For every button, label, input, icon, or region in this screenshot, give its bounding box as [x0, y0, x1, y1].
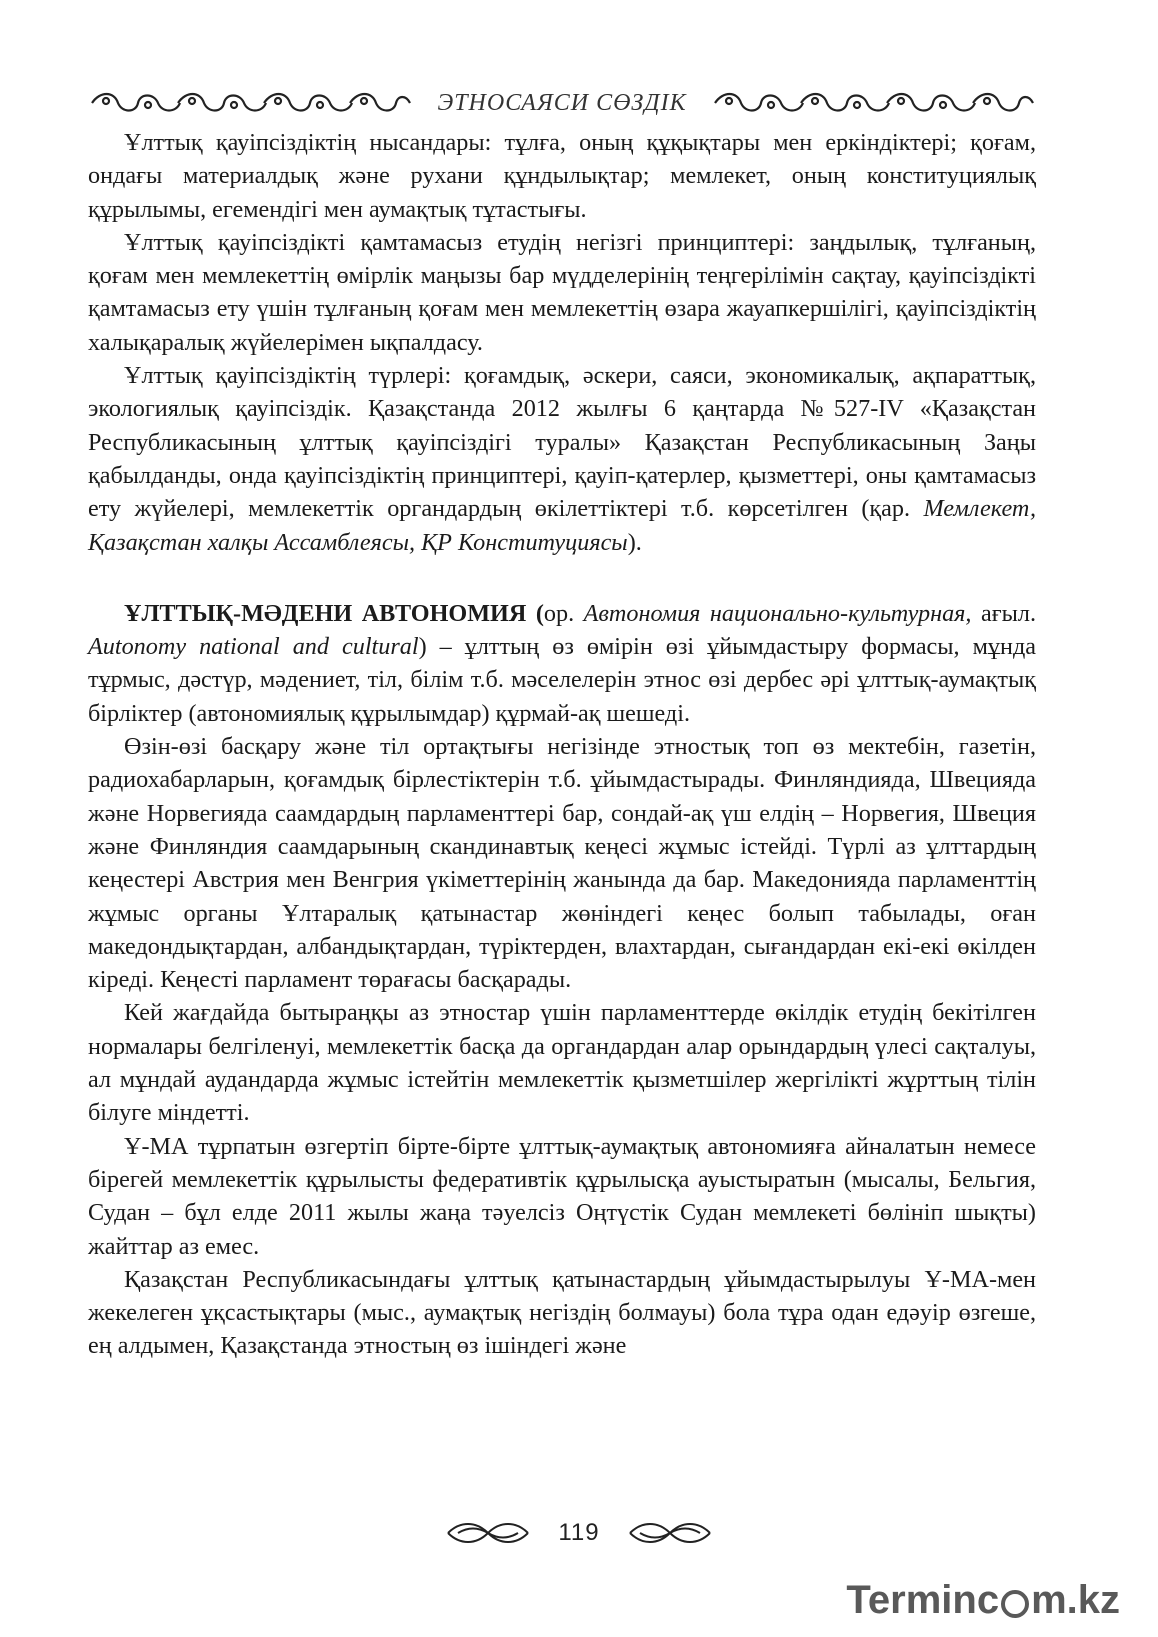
page-footer — [0, 1515, 1158, 1551]
footer-ornament-right-icon — [628, 1519, 712, 1547]
paragraph: Ұ-МА тұрпатын өзгертіп бірте-бірте ұлттық-аумақтық автономияға айналатын немесе бірегей мемлекеттік құрылысты федеративтік құрылысқа ауыстыратын (мысалы, Бельгия, Судан – бұл елде 2011 жылы жаңа тәуелсіз Оңтүстік Судан мемлекеті бөлініп шықты) жайттар аз емес. — [88, 1132, 1036, 1260]
entry-paragraph — [88, 597, 1036, 730]
entry-open-paren: ( — [526, 599, 544, 627]
english-equivalent: Autonomy national and cultural — [88, 633, 419, 661]
page-body — [88, 126, 1036, 1363]
paragraph: Кей жағдайда бытыраңқы аз этностар үшін парламенттерде өкілдік етудің бекітілген нормалары белгіленуі, мемлекеттік басқа да органдардан алар орындардың үлесі сақталуы, ал мұндай аудандарда жұмыс істейтін мемлекеттік қызметшілер жергілікті жұрттың тілін білуге міндетті. — [88, 999, 1036, 1127]
watermark-o-icon — [1001, 1590, 1029, 1618]
english-label: ағыл. — [971, 599, 1037, 627]
paragraph: Қазақстан Республикасындағы ұлттық қатынастардың ұйымдастырылуы Ұ-МА-мен жекелеген ұқсастықтары (мыс., аумақтық негіздің болмауы) бола тұра одан едәуір өзгеше, ең алдымен, Қазақстанда этностың өз ішіндегі және — [88, 1265, 1036, 1360]
cross-reference: Мемлекет, Қазақстан халқы Ассамблеясы, ҚР Конституциясы — [88, 495, 1036, 556]
paragraph — [88, 359, 1036, 559]
header-title: ЭТНОСАЯСИ СӨЗДІК — [437, 89, 687, 116]
watermark-logo — [846, 1578, 1120, 1623]
russian-label: ор. — [543, 599, 584, 627]
russian-equivalent: Автономия национально-культурная, — [583, 599, 972, 627]
page-number: 119 — [558, 1519, 600, 1546]
entry-term: ҰЛТТЫҚ-МӘДЕНИ АВТОНОМИЯ — [124, 599, 527, 627]
paragraph-end: ). — [627, 528, 642, 556]
ornament-right-icon — [711, 89, 1036, 117]
entry-separator — [88, 559, 1036, 597]
footer-ornament-left-icon — [446, 1519, 530, 1547]
paragraph: Өзін-өзі басқару және тіл ортақтығы негізінде этностық топ өз мектебін, газетін, радиохабарларын, қоғамдық бірлестіктерін т.б. ұйымдастырады. Финляндияда, Швецияда және Норвегияда саамдардың парламенттері бар, сондай-ақ үш елдің – Норвегия, Швеция және Финляндия саамдарының скандинавтық кеңесі жұмыс істейді. Түрлі аз ұлттардың кеңестері Австрия мен Венгрия үкіметтерінің жанында да бар. Македонияда парламенттің жұмыс органы Ұлтаралық қатынастар жөніндегі кеңес болып табылады, оған македондықтардан, албандықтардан, түріктерден, влахтардан, сығандардан екі-екі өкілден кіреді. Кеңесті парламент төрағасы басқарады. — [88, 733, 1036, 994]
paragraph: Ұлттық қауіпсіздіктің нысандары: тұлға, оның құқықтары мен еркіндіктері; қоғам, ондағы материалдық және рухани құндылықтар; мемлекет, оның конституциялық құрылымы, егемендігі мен аумақтық тұтастығы. — [88, 129, 1036, 223]
running-header — [88, 86, 1036, 120]
entry-definition: ) – ұлттың өз өмірін өзі ұйымдастыру формасы, мұнда тұрмыс, дәстүр, мәдениет, тіл, білім т.б. мәселелерін этнос өзі дербес әрі ұлттық-аумақтық бірліктер (автономиялық құрылымдар) құрмай-ақ шешеді. — [88, 633, 1036, 727]
watermark-text: Terminc — [846, 1578, 1000, 1622]
paragraph-text: Ұлттық қауіпсіздіктің түрлері: қоғамдық, әскери, саяси, экономикалық, ақпараттық, экологиялық қауіпсіздік. Қазақстанда 2012 жылғы 6 қаңтарда №527-IV «Қазақстан Республикасының ұлттық қауіпсіздігі туралы» Қазақстан Республикасының Заңы қабылданды, онда қауіпсіздіктің принциптері, қауіп-қатерлер, қызметтері, оны қамтамасыз ету жүйелері, мемлекеттік органдардың өкілеттіктері т.б. көрсетілген (қар. — [88, 362, 1036, 523]
ornament-left-icon — [88, 89, 413, 117]
paragraph: Ұлттық қауіпсіздікті қамтамасыз етудің негізгі принциптері: заңдылық, тұлғаның, қоғам мен мемлекеттің өмірлік маңызы бар мүдделерінің теңгерілімін сақтау, қауіпсіздікті қамтамасыз ету үшін тұлғаның қоғам мен мемлекеттің өзара жауапкершілігі, қауіпсіздіктің халықаралық жүйелерімен ықпалдасу. — [88, 228, 1036, 356]
watermark-text-end: m.kz — [1031, 1578, 1120, 1622]
